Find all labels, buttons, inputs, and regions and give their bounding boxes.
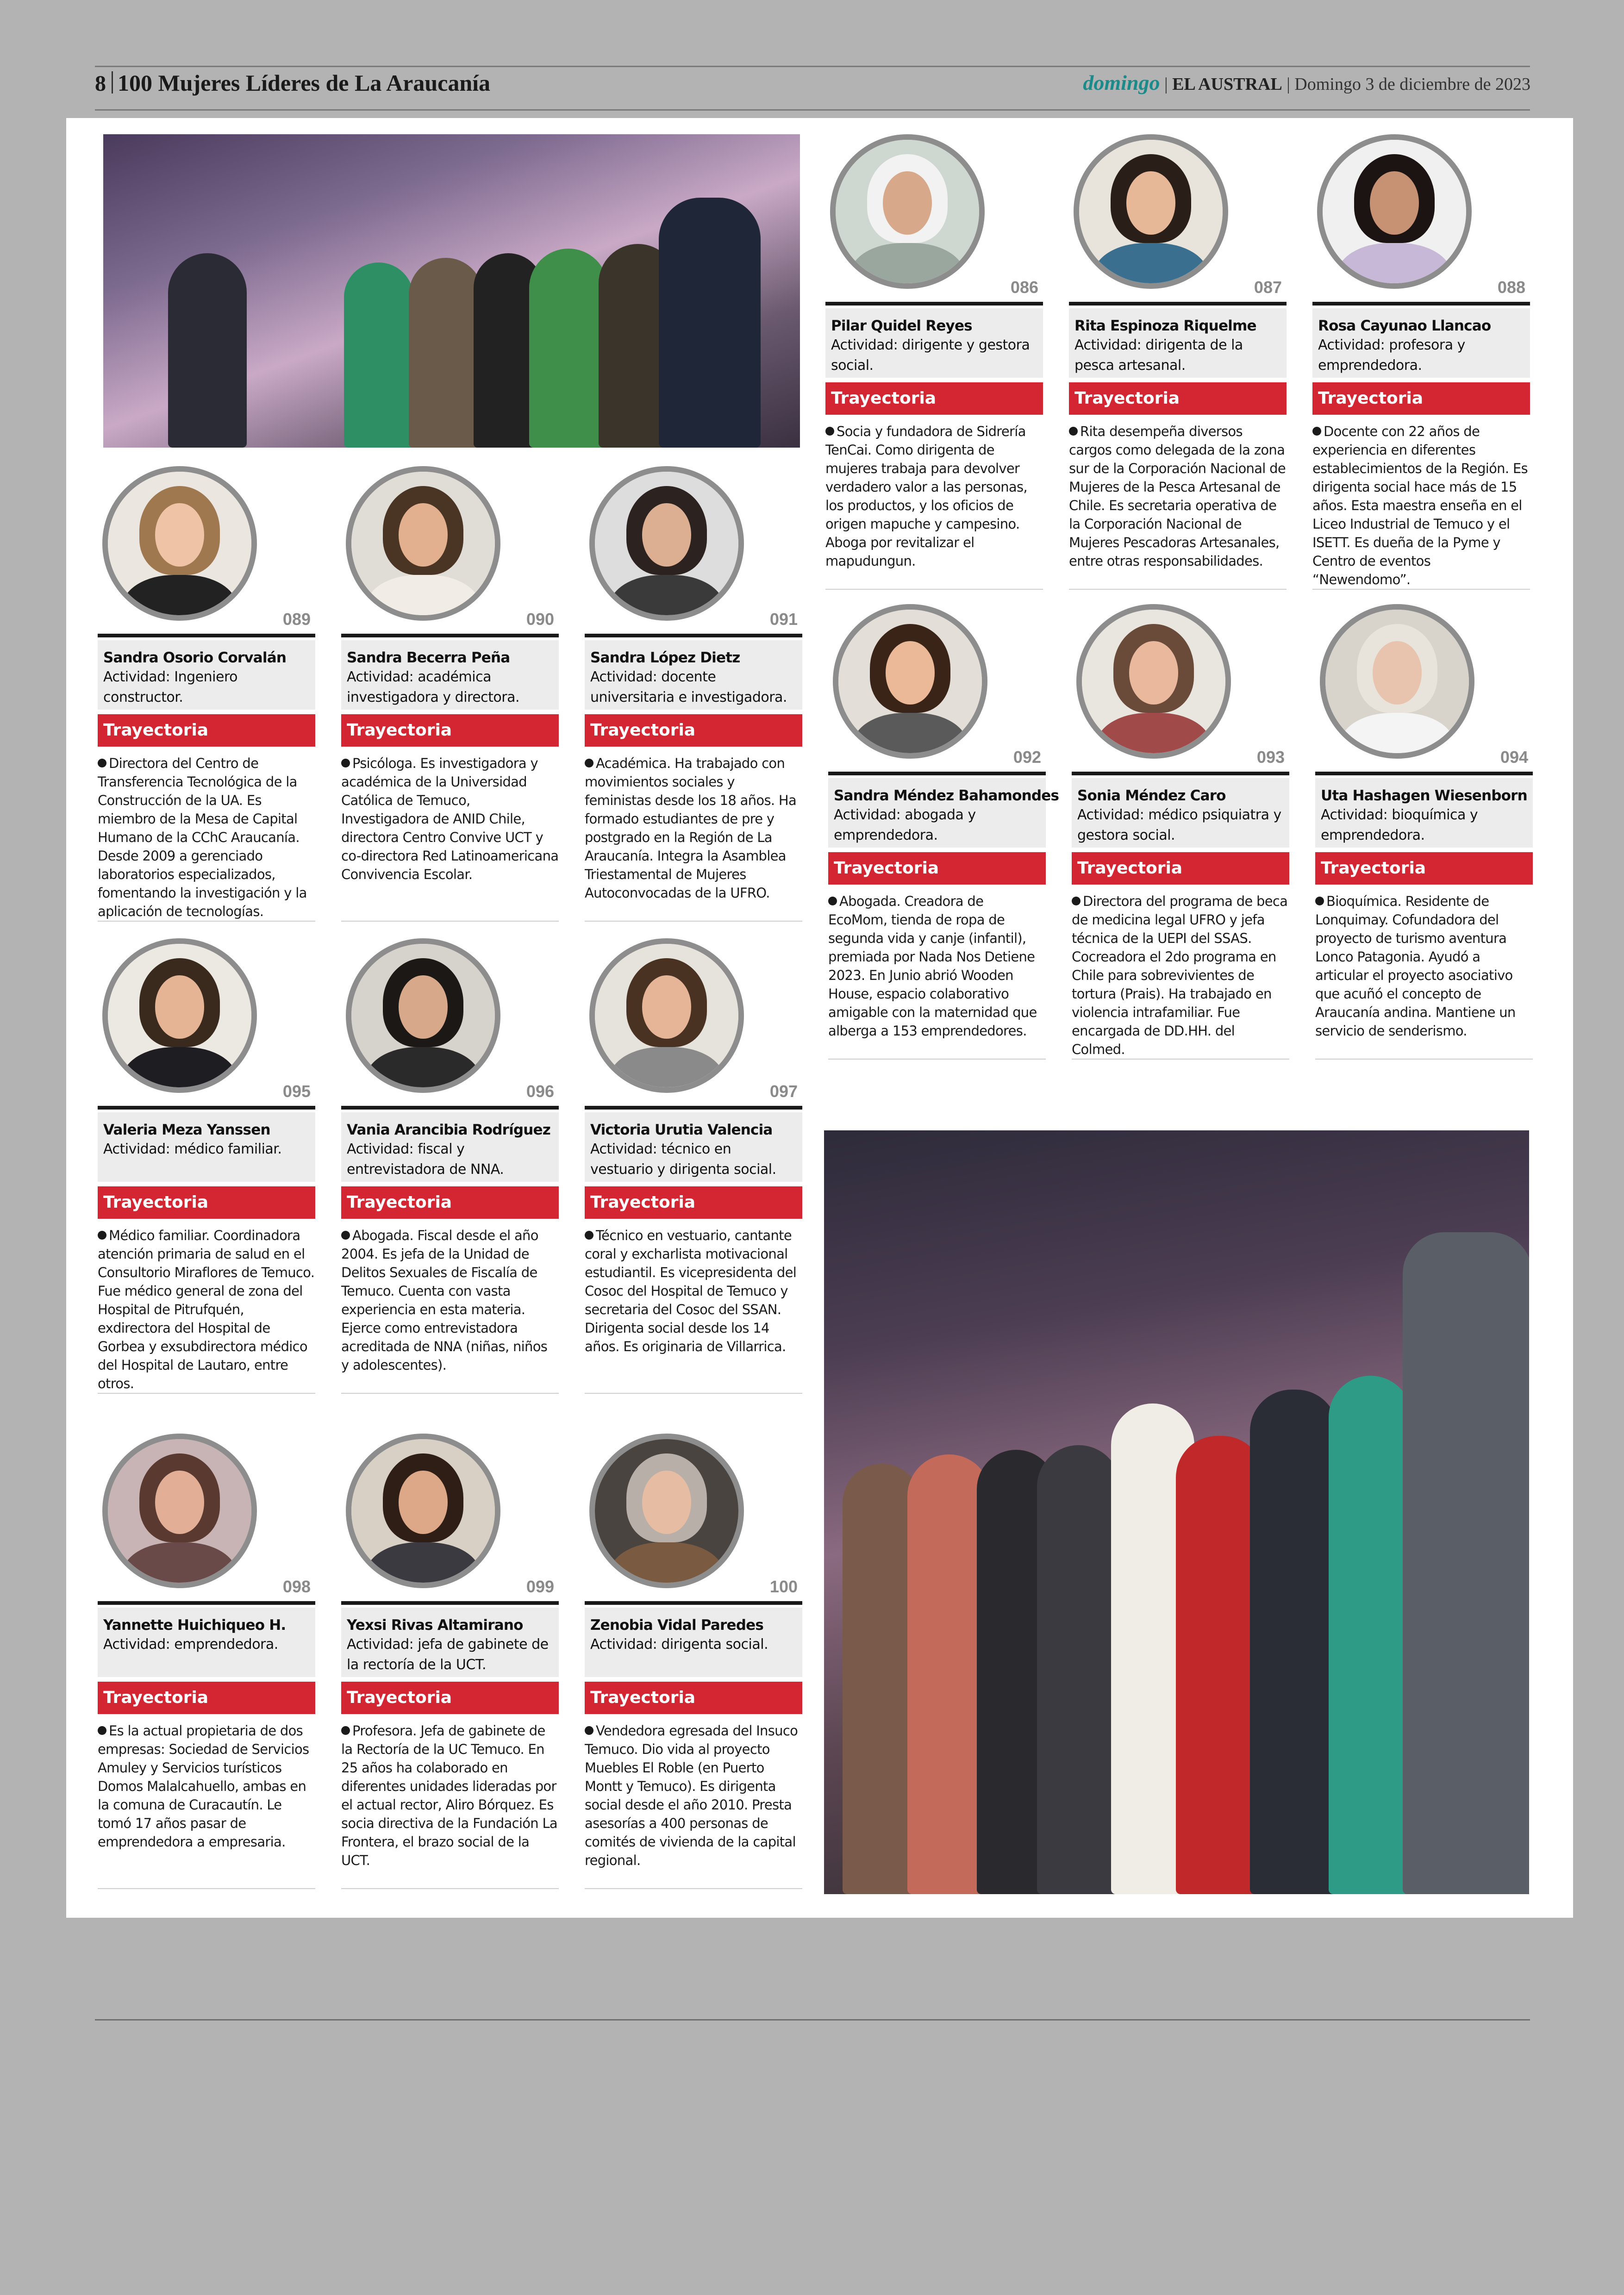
card-bottom-rule — [825, 589, 1043, 590]
name-box — [341, 1112, 559, 1182]
profile-number: 092 — [1013, 748, 1041, 767]
name-box — [1312, 308, 1530, 378]
trajectory-bar: Trayectoria — [98, 1186, 315, 1219]
portrait-photo — [589, 938, 744, 1093]
card-bottom-rule — [341, 1888, 559, 1889]
header-bottom-rule — [95, 109, 1530, 111]
profile-activity: Actividad: médico psiquiatra y gestora social. — [1077, 807, 1281, 843]
profile-name: Sonia Méndez Caro — [1077, 787, 1226, 804]
name-rule — [1312, 302, 1530, 306]
newspaper-name: EL AUSTRAL — [1172, 75, 1282, 94]
profile-number: 100 — [769, 1577, 798, 1596]
section-title: 100 Mujeres Líderes de La Araucanía — [118, 70, 491, 96]
profile-number: 095 — [282, 1082, 311, 1101]
profile-activity: Actividad: profesora y emprendedora. — [1318, 337, 1465, 374]
profile-bio: Rita desempeña diversos cargos como delegada de la zona sur de la Corporación Nacional de Mujeres de la Pesca Artesanal de Chile. Es secretaria operativa de la Corporación Nacional de Mujeres Pescadoras Artesanales, entre otras responsabilidades. — [1069, 424, 1286, 569]
card-bottom-rule — [1072, 1059, 1289, 1060]
profile-activity: Actividad: médico familiar. — [103, 1141, 282, 1157]
trajectory-bar: Trayectoria — [341, 1682, 559, 1714]
name-box — [1315, 778, 1533, 848]
portrait-photo — [102, 1434, 257, 1588]
profile-number: 088 — [1497, 278, 1525, 297]
trajectory-bar: Trayectoria — [1315, 852, 1533, 885]
profile-number: 087 — [1254, 278, 1282, 297]
card-bottom-rule — [341, 921, 559, 922]
name-box — [585, 640, 802, 710]
card-bottom-rule — [341, 1393, 559, 1394]
header-separator — [112, 71, 113, 94]
profile-activity: Actividad: docente universitaria e investigadora. — [590, 669, 787, 705]
trajectory-bar: Trayectoria — [828, 852, 1046, 885]
profile-bio: Académica. Ha trabajado con movimientos sociales y feministas desde los 18 años. Ha formado estudiantes de pre y postgrado en la Región de La Araucanía. Integra la Asamblea Triestamental de Mujeres Autoconvocadas de la UFRO. — [585, 755, 797, 901]
portrait-photo — [346, 938, 500, 1093]
profile-name: Valeria Meza Yanssen — [103, 1122, 270, 1138]
profile-bio: Es la actual propietaria de dos empresas: Sociedad de Servicios Amuley y Servicios turísticos Domos Malalcahuello, ambas en la comuna de Curacautín. Le tomó 17 años pasar de emprendedora a empresaria. — [98, 1723, 309, 1850]
trajectory-bar: Trayectoria — [825, 382, 1043, 415]
name-box — [341, 640, 559, 710]
profile-name: Yannette Huichiqueo H. — [103, 1617, 286, 1634]
profile-number: 099 — [526, 1577, 554, 1596]
page-sheet — [66, 118, 1573, 1918]
name-rule — [341, 1106, 559, 1110]
profile-number: 093 — [1256, 748, 1285, 767]
card-bottom-rule — [1069, 589, 1287, 590]
name-box — [98, 1112, 315, 1182]
profile-bio: Docente con 22 años de experiencia en diferentes establecimientos de la Región. Es dirigenta social hace más de 15 años. Esta maestra enseña en el Liceo Industrial de Temuco y el ISETT. Es dueña de la Pyme y Centro de eventos “Newendomo”. — [1312, 424, 1528, 587]
profile-number: 098 — [282, 1577, 311, 1596]
profile-name: Victoria Urutia Valencia — [590, 1122, 773, 1138]
profile-activity: Actividad: Ingeniero constructor. — [103, 669, 237, 705]
profile-number: 090 — [526, 610, 554, 629]
profile-bio: Abogada. Fiscal desde el año 2004. Es jefa de la Unidad de Delitos Sexuales de Fiscalía de Temuco. Cuenta con vasta experiencia en esta materia. Ejerce como entrevistadora acreditada de NNA (niñas, niños y adolescentes). — [341, 1228, 548, 1373]
ceremony-photo-bottom — [824, 1130, 1529, 1894]
profile-activity: Actividad: técnico en vestuario y dirigenta social. — [590, 1141, 776, 1178]
portrait-photo — [346, 466, 500, 621]
trajectory-bar: Trayectoria — [1069, 382, 1287, 415]
ceremony-photo-top — [103, 134, 800, 448]
profile-name: Rita Espinoza Riquelme — [1074, 318, 1256, 334]
profile-bio: Vendedora egresada del Insuco Temuco. Dio vida al proyecto Muebles El Roble (en Puerto Montt y Temuco). Es dirigenta social desde el año 2010. Presta asesorías a 400 personas de comités de vivienda de la capital regional. — [585, 1723, 798, 1868]
name-rule — [1069, 302, 1287, 306]
name-rule — [1072, 772, 1289, 775]
profile-activity: Actividad: fiscal y entrevistadora de NNA. — [347, 1141, 504, 1178]
name-rule — [825, 302, 1043, 306]
profile-name: Yexsi Rivas Altamirano — [347, 1617, 523, 1634]
profile-bio: Bioquímica. Residente de Lonquimay. Cofundadora del proyecto de turismo aventura Lonco Patagonia. Ayudó a articular el proyecto asociativo que acuñó el concepto de Araucanía andina. Mantiene un servicio de senderismo. — [1315, 893, 1516, 1039]
profile-number: 094 — [1500, 748, 1528, 767]
card-bottom-rule — [98, 921, 315, 922]
profile-number: 097 — [769, 1082, 798, 1101]
profile-name: Zenobia Vidal Paredes — [590, 1617, 763, 1634]
page-number: 8 — [95, 71, 106, 96]
profile-bio: Psicóloga. Es investigadora y académica de la Universidad Católica de Temuco, Investigadora de ANID Chile, directora Centro Convive UCT y co-directora Red Latinoamericana Convivencia Escolar. — [341, 755, 559, 882]
trajectory-bar: Trayectoria — [98, 714, 315, 747]
trajectory-bar: Trayectoria — [585, 1682, 802, 1714]
name-box — [585, 1112, 802, 1182]
card-bottom-rule — [585, 921, 802, 922]
profile-activity: Actividad: jefa de gabinete de la rectoría de la UCT. — [347, 1636, 549, 1673]
name-rule — [585, 1601, 802, 1605]
trajectory-bar: Trayectoria — [341, 1186, 559, 1219]
name-rule — [98, 1601, 315, 1605]
profile-bio: Directora del programa de beca de medicina legal UFRO y jefa técnica de la UEPI del SSAS. Cocreadora el 2do programa en Chile para sobrevivientes de tortura (Prais). Ha trabajado en violencia intrafamiliar. Fue encargada de DD.HH. del Colmed. — [1072, 893, 1288, 1057]
card-bottom-rule — [585, 1888, 802, 1889]
name-box — [1072, 778, 1289, 848]
portrait-photo — [1074, 134, 1228, 289]
footer-rule — [95, 2019, 1530, 2021]
trajectory-bar: Trayectoria — [1312, 382, 1530, 415]
profile-name: Vania Arancibia Rodríguez — [347, 1122, 551, 1138]
profile-number: 096 — [526, 1082, 554, 1101]
name-rule — [585, 634, 802, 637]
issue-date: Domingo 3 de diciembre de 2023 — [1294, 75, 1530, 94]
profile-activity: Actividad: dirigenta social. — [590, 1636, 768, 1653]
brand-logo: domingo — [1083, 71, 1160, 94]
card-bottom-rule — [828, 1059, 1046, 1060]
name-rule — [1315, 772, 1533, 775]
portrait-photo — [589, 466, 744, 621]
name-rule — [828, 772, 1046, 775]
profile-name: Sandra Méndez Bahamondes — [834, 787, 1059, 804]
profile-bio: Socia y fundadora de Sidrería TenCai. Como dirigenta de mujeres trabaja para devolver verdadero valor a las personas, los productos, y los oficios de origen mapuche y campesino. Aboga por revitalizar el mapudungun. — [825, 424, 1027, 569]
card-bottom-rule — [98, 1888, 315, 1889]
profile-bio: Profesora. Jefa de gabinete de la Rectoría de la UC Temuco. En 25 años ha colaborado en diferentes unidades lideradas por el actual rector, Aliro Bórquez. Es socia directiva de la Fundación La Frontera, el brazo social de la UCT. — [341, 1723, 557, 1868]
profile-activity: Actividad: emprendedora. — [103, 1636, 278, 1653]
portrait-photo — [589, 1434, 744, 1588]
profile-name: Uta Hashagen Wiesenborn — [1321, 787, 1527, 804]
profile-activity: Actividad: abogada y emprendedora. — [834, 807, 976, 843]
portrait-photo — [346, 1434, 500, 1588]
profile-number: 086 — [1010, 278, 1038, 297]
profile-activity: Actividad: dirigente y gestora social. — [831, 337, 1030, 374]
profile-bio: Técnico en vestuario, cantante coral y excharlista motivacional estudiantil. Es vicepresidenta del Cosoc del Hospital de Temuco y secretaria del Cosoc del SSAN. Dirigenta social desde los 14 años. Es originaria de Villarrica. — [585, 1228, 797, 1354]
trajectory-bar: Trayectoria — [585, 714, 802, 747]
profile-name: Rosa Cayunao Llancao — [1318, 318, 1491, 334]
portrait-photo — [830, 134, 985, 289]
name-box — [825, 308, 1043, 378]
name-rule — [341, 1601, 559, 1605]
profile-bio: Abogada. Creadora de EcoMom, tienda de ropa de segunda vida y canje (infantil), premiada por Nada Nos Detiene 2023. En Junio abrió Wooden House, espacio colaborativo amigable con la maternidad que alberga a 153 emprendedores. — [828, 893, 1037, 1039]
name-box — [828, 778, 1059, 848]
name-rule — [585, 1106, 802, 1110]
trajectory-bar: Trayectoria — [1072, 852, 1289, 885]
section-header — [95, 69, 490, 96]
name-box — [98, 1608, 315, 1677]
name-rule — [98, 634, 315, 637]
portrait-photo — [1320, 604, 1474, 759]
profile-name: Pilar Quidel Reyes — [831, 318, 972, 334]
profile-activity: Actividad: bioquímica y emprendedora. — [1321, 807, 1478, 843]
name-rule — [341, 634, 559, 637]
portrait-photo — [1076, 604, 1231, 759]
portrait-photo — [833, 604, 987, 759]
newspaper-header: domingo | EL AUSTRAL | Domingo 3 de diciembre de 2023 — [1083, 71, 1530, 94]
card-bottom-rule — [98, 1393, 315, 1394]
portrait-photo — [102, 466, 257, 621]
profile-bio: Directora del Centro de Transferencia Tecnológica de la Construcción de la UA. Es miembro de la Mesa de Capital Humano de la CChC Araucanía. Desde 2009 a gerenciado laboratorios especializados, fomentando la investigación y la aplicación de tecnologías. — [98, 755, 307, 919]
trajectory-bar: Trayectoria — [341, 714, 559, 747]
portrait-photo — [1317, 134, 1472, 289]
profile-name: Sandra López Dietz — [590, 649, 740, 666]
name-rule — [98, 1106, 315, 1110]
portrait-photo — [102, 938, 257, 1093]
name-box — [341, 1608, 559, 1677]
profile-number: 091 — [769, 610, 798, 629]
profile-name: Sandra Osorio Corvalán — [103, 649, 287, 666]
trajectory-bar: Trayectoria — [585, 1186, 802, 1219]
card-bottom-rule — [1315, 1059, 1533, 1060]
card-bottom-rule — [585, 1393, 802, 1394]
card-bottom-rule — [1312, 589, 1530, 590]
header-top-rule — [95, 66, 1530, 67]
profile-activity: Actividad: dirigenta de la pesca artesanal. — [1074, 337, 1243, 374]
profile-name: Sandra Becerra Peña — [347, 649, 510, 666]
name-box — [585, 1608, 802, 1677]
profile-number: 089 — [282, 610, 311, 629]
trajectory-bar: Trayectoria — [98, 1682, 315, 1714]
profile-bio: Médico familiar. Coordinadora atención primaria de salud en el Consultorio Miraflores de Temuco. Fue médico general de zona del Hospital de Pitrufquén, exdirectora del Hospital de Gorbea y exsubdirectora médico del Hospital de Lautaro, entre otros. — [98, 1228, 315, 1391]
name-box — [98, 640, 315, 710]
name-box — [1069, 308, 1287, 378]
profile-activity: Actividad: académica investigadora y directora. — [347, 669, 520, 705]
